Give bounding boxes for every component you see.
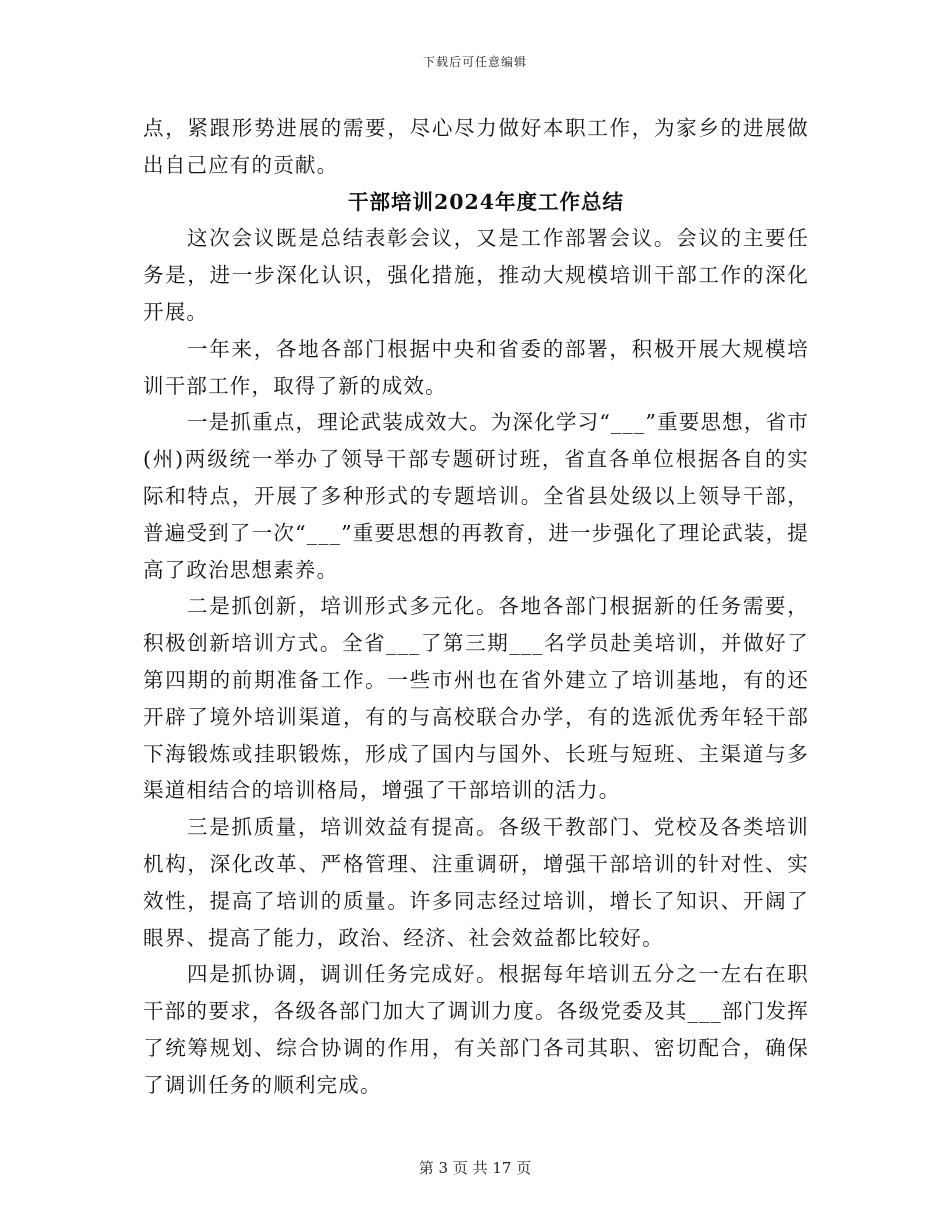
body-paragraph: 三是抓质量，培训效益有提高。各级干教部门、党校及各类培训机构，深化改革、严格管理、注重调研，增强干部培训的针对性、实效性，提高了培训的质量。许多同志经过培训，增长了知识、开阔了眼界、提高了能力，政治、经济、社会效益都比较好。 (143, 815, 809, 950)
body-paragraph: 一是抓重点，理论武装成效大。为深化学习“___”重要思想，省市(州)两级统一举办了领导干部专题研讨班，省直各单位根据各自的实际和特点，开展了多种形式的专题培训。全省县处级以上领导干部，普遍受到了一次“___”重要思想的再教育，进一步强化了理论武装，提高了政治思想素养。 (143, 410, 809, 582)
document-body (143, 110, 809, 1104)
page-footer: 第 3 页 共 17 页 (418, 1159, 532, 1177)
continuation-paragraph: 点，紧跟形势进展的需要，尽心尽力做好本职工作，为家乡的进展做出自己应有的贡献。 (143, 116, 809, 177)
body-paragraph: 二是抓创新，培训形式多元化。各地各部门根据新的任务需要，积极创新培训方式。全省___了第三期___名学员赴美培训，并做好了第四期的前期准备工作。一些市州也在省外建立了培训基地，有的还开辟了境外培训渠道，有的与高校联合办学，有的选派优秀年轻干部下海锻炼或挂职锻炼，形成了国内与国外、长班与短班、主渠道与多渠道相结合的培训格局，增强了干部培训的活力。 (143, 594, 809, 803)
section-title: 干部培训2024年度工作总结 (347, 189, 625, 214)
body-paragraph: 这次会议既是总结表彰会议，又是工作部署会议。会议的主要任务是，进一步深化认识，强化措施，推动大规模培训干部工作的深化开展。 (143, 226, 809, 324)
body-paragraph: 一年来，各地各部门根据中央和省委的部署，积极开展大规模培训干部工作，取得了新的成效。 (143, 336, 809, 398)
page-header: 下载后可任意编辑 (422, 55, 527, 69)
body-paragraph: 四是抓协调，调训任务完成好。根据每年培训五分之一左右在职干部的要求，各级各部门加大了调训力度。各级党委及其___部门发挥了统筹规划、综合协调的作用，有关部门各司其职、密切配合，确保了调训任务的顺利完成。 (143, 962, 809, 1097)
